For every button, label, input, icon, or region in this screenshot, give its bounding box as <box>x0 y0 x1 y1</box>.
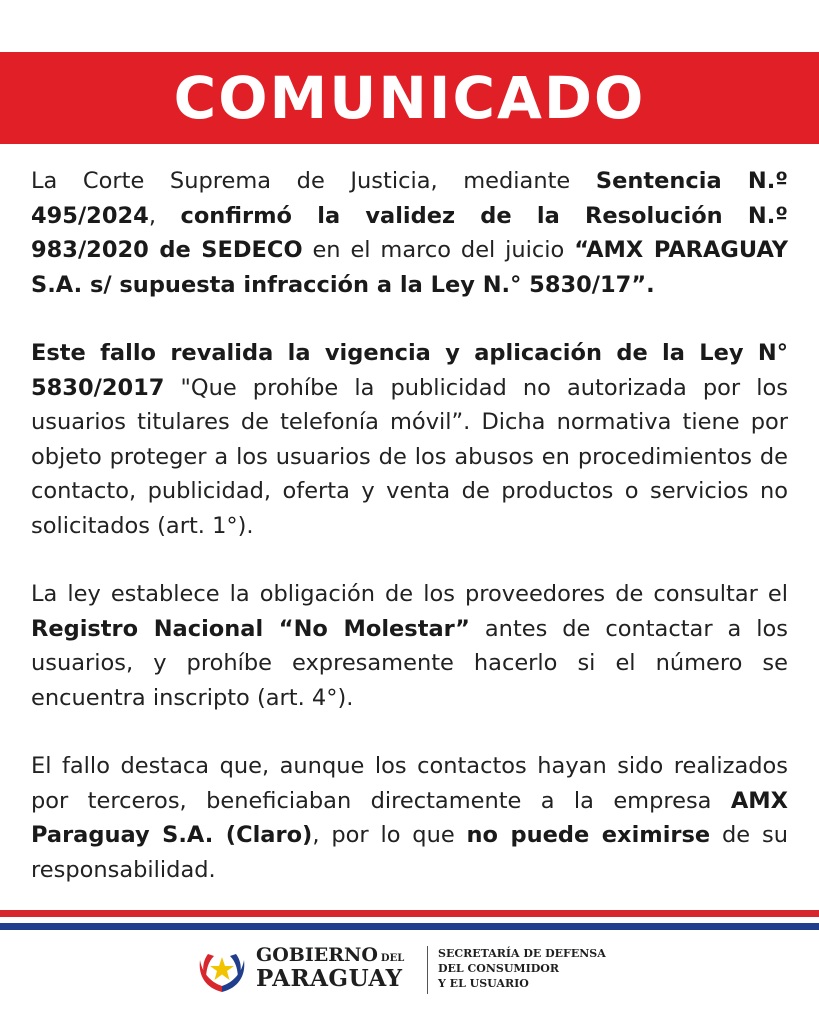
bold-span: Sentencia N.º 495/2024 <box>31 168 788 229</box>
text-span: La Corte Suprema de Justicia, mediante <box>31 168 596 194</box>
text-span: "Que prohíbe la publicidad no autorizada por los usuarios titulares de telefonía móvil”. Dicha normativa tiene por objeto proteger a los usuarios de los abusos en procedimientos de contacto, publicidad, oferta y venta de productos o servicios no solicitados (art. 1°). <box>31 374 788 539</box>
paragraph-law <box>31 336 788 543</box>
secretariat-line-2: DEL CONSUMIDOR <box>438 962 559 975</box>
footer-divider <box>427 946 428 994</box>
text-span: , <box>148 202 181 229</box>
header-banner <box>0 52 819 144</box>
bold-span: confirmó la validez de la Resolución N.º 983/2020 de SEDECO <box>31 202 788 263</box>
bold-span: AMX Paraguay S.A. (Claro) <box>31 787 788 848</box>
bold-span: no puede eximirse <box>466 822 711 848</box>
statement-body <box>31 164 788 921</box>
gov-logo-line1 <box>256 944 404 966</box>
footer-logo <box>0 936 819 1006</box>
gov-word-gobierno: GOBIERNO <box>256 944 378 966</box>
text-span: , por lo que <box>312 822 467 848</box>
secretariat-line-1: SECRETARÍA DE DEFENSA <box>438 947 606 960</box>
bold-span: “AMX PARAGUAY S.A. s/ supuesta infracción a la Ley N.° 5830/17”. <box>31 237 788 298</box>
paragraph-responsibility <box>31 749 788 887</box>
text-span: La ley establece la obligación de los proveedores de consultar el <box>31 581 788 607</box>
gov-logo-line2: PARAGUAY <box>256 965 403 992</box>
page-title: COMUNICADO <box>173 64 646 132</box>
bold-span: Este fallo revalida la vigencia y aplicación de la Ley N° 5830/2017 <box>31 340 788 401</box>
text-span: El fallo destaca que, aunque los contactos hayan sido realizados por terceros, beneficiaban directamente a la empresa <box>31 753 788 814</box>
paragraph-registry <box>31 577 788 715</box>
paragraph-ruling <box>31 164 788 302</box>
flag-stripe-blue <box>0 923 819 930</box>
text-span: de su responsabilidad. <box>31 822 788 883</box>
government-seal-icon <box>194 942 250 998</box>
secretariat-name <box>438 946 606 991</box>
text-span: en el marco del juicio <box>302 237 575 263</box>
secretariat-line-3: Y EL USUARIO <box>438 977 529 990</box>
flag-stripe-red <box>0 910 819 917</box>
bold-span: Registro Nacional “No Molestar” <box>31 615 470 642</box>
gov-word-del: DEL <box>380 953 405 964</box>
text-span: antes de contactar a los usuarios, y prohíbe expresamente hacerlo si el número se encuentra inscripto (art. 4°). <box>31 615 788 711</box>
